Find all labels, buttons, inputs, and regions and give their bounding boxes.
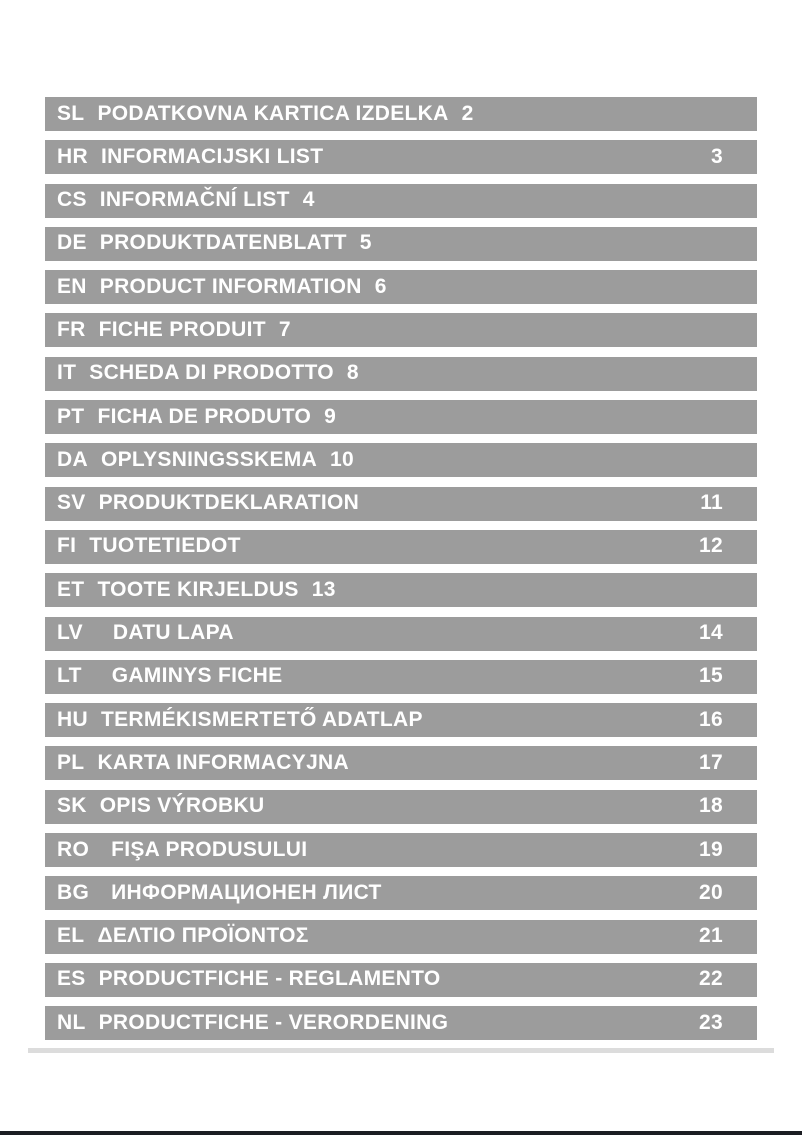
page-number: 7 — [278, 317, 291, 341]
page-number: 9 — [324, 404, 337, 428]
toc-row — [45, 833, 757, 867]
language-code: IT — [57, 361, 77, 385]
section-title: PRODUCTFICHE - REGLAMENTO — [98, 967, 441, 991]
page-number: 13 — [311, 577, 336, 601]
page-number: 16 — [699, 707, 723, 731]
language-code: SV — [57, 491, 86, 515]
footer-rule — [0, 1131, 802, 1135]
page-number: 19 — [699, 837, 723, 861]
toc-row — [45, 876, 757, 910]
table-of-contents — [45, 97, 757, 1040]
section-title: FICHE PRODUIT — [98, 317, 266, 341]
section-title: PRODUKTDATENBLATT — [99, 231, 347, 255]
toc-row — [45, 140, 757, 174]
toc-row — [45, 357, 757, 391]
section-title: ΔΕΛΤΙΟ ΠΡΟΪΟΝΤΟΣ — [97, 924, 309, 948]
language-code: PL — [57, 750, 85, 774]
page-number: 5 — [359, 231, 372, 255]
page-number: 10 — [330, 447, 355, 471]
language-code: DA — [57, 447, 88, 471]
toc-row — [45, 270, 757, 304]
section-title: GAMINYS FICHE — [111, 664, 283, 688]
language-code: ES — [57, 967, 86, 991]
language-code: NL — [57, 1010, 86, 1034]
language-code: RO — [57, 837, 90, 861]
toc-row — [45, 530, 757, 564]
section-title: FIŞA PRODUSULUI — [111, 837, 308, 861]
section-title: KARTA INFORMACYJNA — [97, 750, 349, 774]
section-title: PRODUKTDEKLARATION — [98, 491, 360, 515]
toc-row — [45, 313, 757, 347]
language-code: LV — [57, 621, 83, 645]
toc-row — [45, 573, 757, 607]
toc-row — [45, 617, 757, 651]
page-number: 15 — [699, 664, 723, 688]
language-code: BG — [57, 880, 90, 904]
page-number: 22 — [699, 967, 723, 991]
language-code: SK — [57, 794, 87, 818]
section-title: INFORMACIJSKI LIST — [100, 144, 324, 168]
toc-row — [45, 400, 757, 434]
language-code: SL — [57, 101, 85, 125]
toc-row — [45, 443, 757, 477]
toc-row — [45, 703, 757, 737]
page-number: 8 — [346, 361, 359, 385]
toc-row — [45, 1006, 757, 1040]
page-number: 11 — [700, 491, 723, 515]
toc-row — [45, 660, 757, 694]
page-number: 17 — [699, 750, 723, 774]
toc-row — [45, 184, 757, 218]
toc-row — [45, 487, 757, 521]
section-title: SCHEDA DI PRODOTTO — [89, 361, 334, 385]
page-number: 4 — [302, 188, 315, 212]
scan-artifact-line — [28, 1048, 774, 1053]
section-title: DATU LAPA — [112, 621, 234, 645]
language-code: HU — [57, 707, 88, 731]
page-number: 6 — [374, 274, 387, 298]
section-title: FICHA DE PRODUTO — [97, 404, 312, 428]
toc-row — [45, 746, 757, 780]
section-title: PODATKOVNA KARTICA IZDELKA — [97, 101, 449, 125]
toc-row — [45, 920, 757, 954]
language-code: PT — [57, 404, 85, 428]
page-number: 2 — [461, 101, 474, 125]
toc-row — [45, 227, 757, 261]
language-code: FR — [57, 317, 86, 341]
language-code: EN — [57, 274, 87, 298]
language-code: CS — [57, 188, 87, 212]
page-number: 14 — [699, 621, 723, 645]
page-number: 12 — [699, 534, 723, 558]
section-title: INFORMAČNÍ LIST — [99, 188, 290, 212]
language-code: EL — [57, 924, 85, 948]
toc-row — [45, 963, 757, 997]
language-code: ET — [57, 577, 85, 601]
page-number: 18 — [699, 794, 723, 818]
language-code: LT — [57, 664, 82, 688]
section-title: PRODUCT INFORMATION — [99, 274, 362, 298]
section-title: TERMÉKISMERTETŐ ADATLAP — [100, 707, 423, 731]
section-title: TUOTETIEDOT — [89, 534, 241, 558]
language-code: FI — [57, 534, 77, 558]
page-number: 21 — [699, 924, 723, 948]
section-title: ИНФОРМАЦИОНЕН ЛИСТ — [111, 880, 382, 904]
language-code: DE — [57, 231, 87, 255]
page-number: 3 — [711, 144, 723, 168]
page-number: 23 — [699, 1010, 723, 1034]
section-title: TOOTE KIRJELDUS — [97, 577, 299, 601]
section-title: OPLYSNINGSSKEMA — [100, 447, 318, 471]
section-title: OPIS VÝROBKU — [99, 794, 265, 818]
language-code: HR — [57, 144, 88, 168]
toc-row — [45, 97, 757, 131]
page-number: 20 — [699, 880, 723, 904]
toc-row — [45, 790, 757, 824]
section-title: PRODUCTFICHE - VERORDENING — [98, 1010, 449, 1034]
